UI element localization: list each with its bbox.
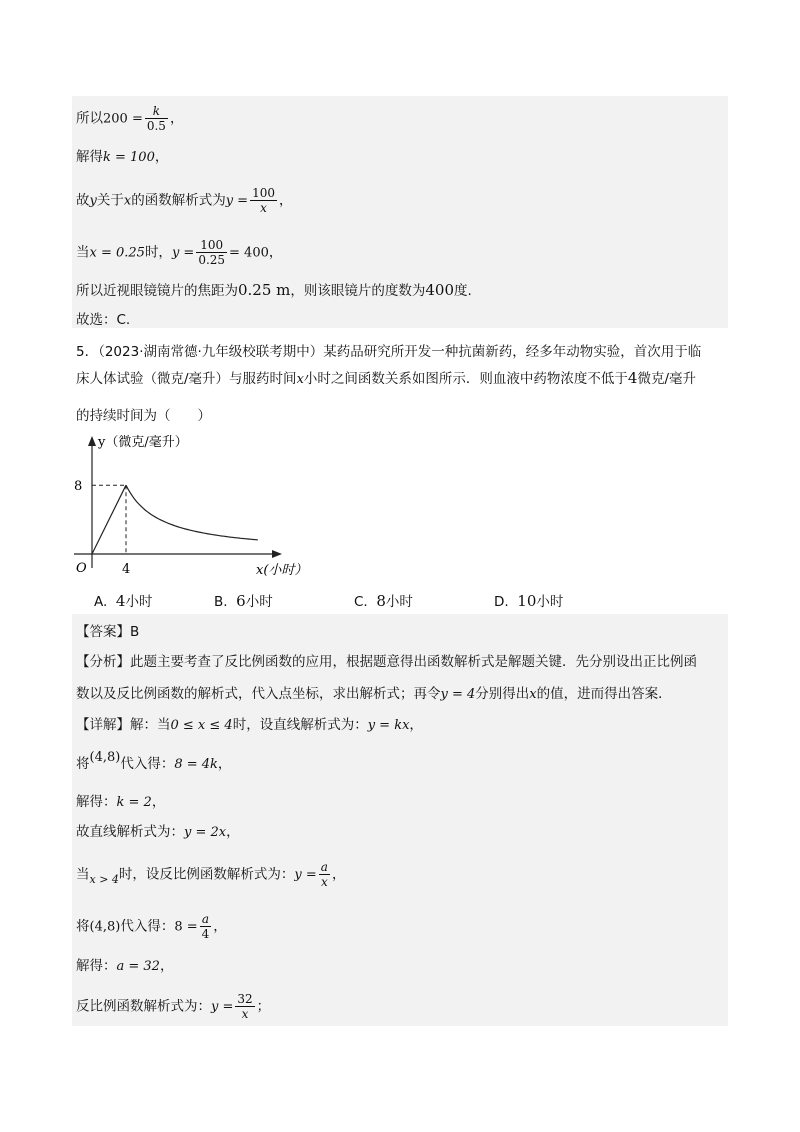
- sol5-detail-2: 将(4,8)代入得：8 = 4k，: [76, 750, 232, 772]
- origin-label: O: [76, 561, 87, 576]
- linear-segment: [92, 485, 126, 554]
- sol4-line-4: 当x = 0.25时，y = $\frac{100}{0.25}$ = 400，: [76, 238, 283, 267]
- sol5-detail-8: 反比例函数解析式为：y = $\frac{32}{x}$ ；: [76, 992, 271, 1021]
- y-axis-label: y（微克/毫升）: [98, 435, 188, 450]
- x-axis-arrow: [272, 550, 282, 558]
- question-5-line-1: 5．（2023·湖南常德·九年级校联考期中）某药品研究所开发一种抗菌新药，经多年动物实验，首次用于临: [76, 344, 702, 360]
- fraction: $\frac{k}{0.5}$: [146, 104, 166, 133]
- option-a[interactable]: A. 4小时: [94, 592, 153, 610]
- fraction: $\frac{100}{0.25}$: [198, 238, 226, 267]
- option-d[interactable]: D. 10小时: [494, 592, 564, 610]
- fraction: $\frac{a}{4}$: [201, 912, 210, 941]
- sol5-detail-6: 将(4,8)代入得：8 = $\frac{a}{4}$ ，: [76, 912, 227, 941]
- sol5-detail-4: 故直线解析式为：y = 2x，: [76, 824, 240, 840]
- sol5-detail-1: 【详解】解：当0 ≤ x ≤ 4时，设直线解析式为：y = kx，: [76, 717, 423, 733]
- question-5-line-2: 床人体试验（微克/毫升）与服药时间x小时之间函数关系如图所示．则血液中药物浓度不低于4微克/毫升: [76, 369, 697, 387]
- option-b[interactable]: B. 6小时: [214, 592, 273, 610]
- sol4-line-5: 所以近视眼镜镜片的焦距为0.25 m，则该眼镜片的度数为400度.: [76, 281, 472, 299]
- concentration-graph: [66, 428, 326, 588]
- fraction: $\frac{32}{x}$: [237, 992, 253, 1021]
- sol5-detail-7: 解得：a = 32，: [76, 958, 174, 974]
- fraction: $\frac{a}{x}$: [320, 860, 328, 889]
- option-c[interactable]: C. 8小时: [354, 592, 413, 610]
- x-tick-label: 4: [122, 562, 131, 577]
- fraction: $\frac{100}{x}$: [252, 186, 275, 215]
- inverse-curve: [126, 485, 258, 540]
- y-axis-arrow: [88, 436, 96, 446]
- sol4-line-6: 故选：C.: [76, 312, 131, 328]
- x-axis-label: x(小时）: [256, 563, 308, 578]
- sol4-line-1: 所以200 = $\frac{k}{0.5}$ ，: [76, 104, 184, 133]
- sol5-detail-5: 当$_{x > 4}$时，设反比例函数解析式为：y = $\frac{a}{x}$ ，: [76, 860, 346, 889]
- sol5-detail-3: 解得：k = 2，: [76, 794, 166, 810]
- sol4-line-2: 解得k = 100，: [76, 149, 169, 165]
- sol4-line-3: 故y关于x的函数解析式为y = $\frac{100}{x}$ ，: [76, 186, 293, 215]
- sol5-analysis-1: 【分析】此题主要考查了反比例函数的应用，根据题意得出函数解析式是解题关键．先分别设出正比例函: [76, 654, 697, 670]
- question-5-line-3: 的持续时间为（ ）: [76, 408, 211, 424]
- sol5-analysis-2: 数以及反比例函数的解析式，代入点坐标，求出解析式；再令y = 4分别得出x的值，进而得出答案．: [76, 686, 672, 702]
- y-tick-label: 8: [74, 479, 83, 495]
- sol5-answer: 【答案】B: [76, 624, 140, 640]
